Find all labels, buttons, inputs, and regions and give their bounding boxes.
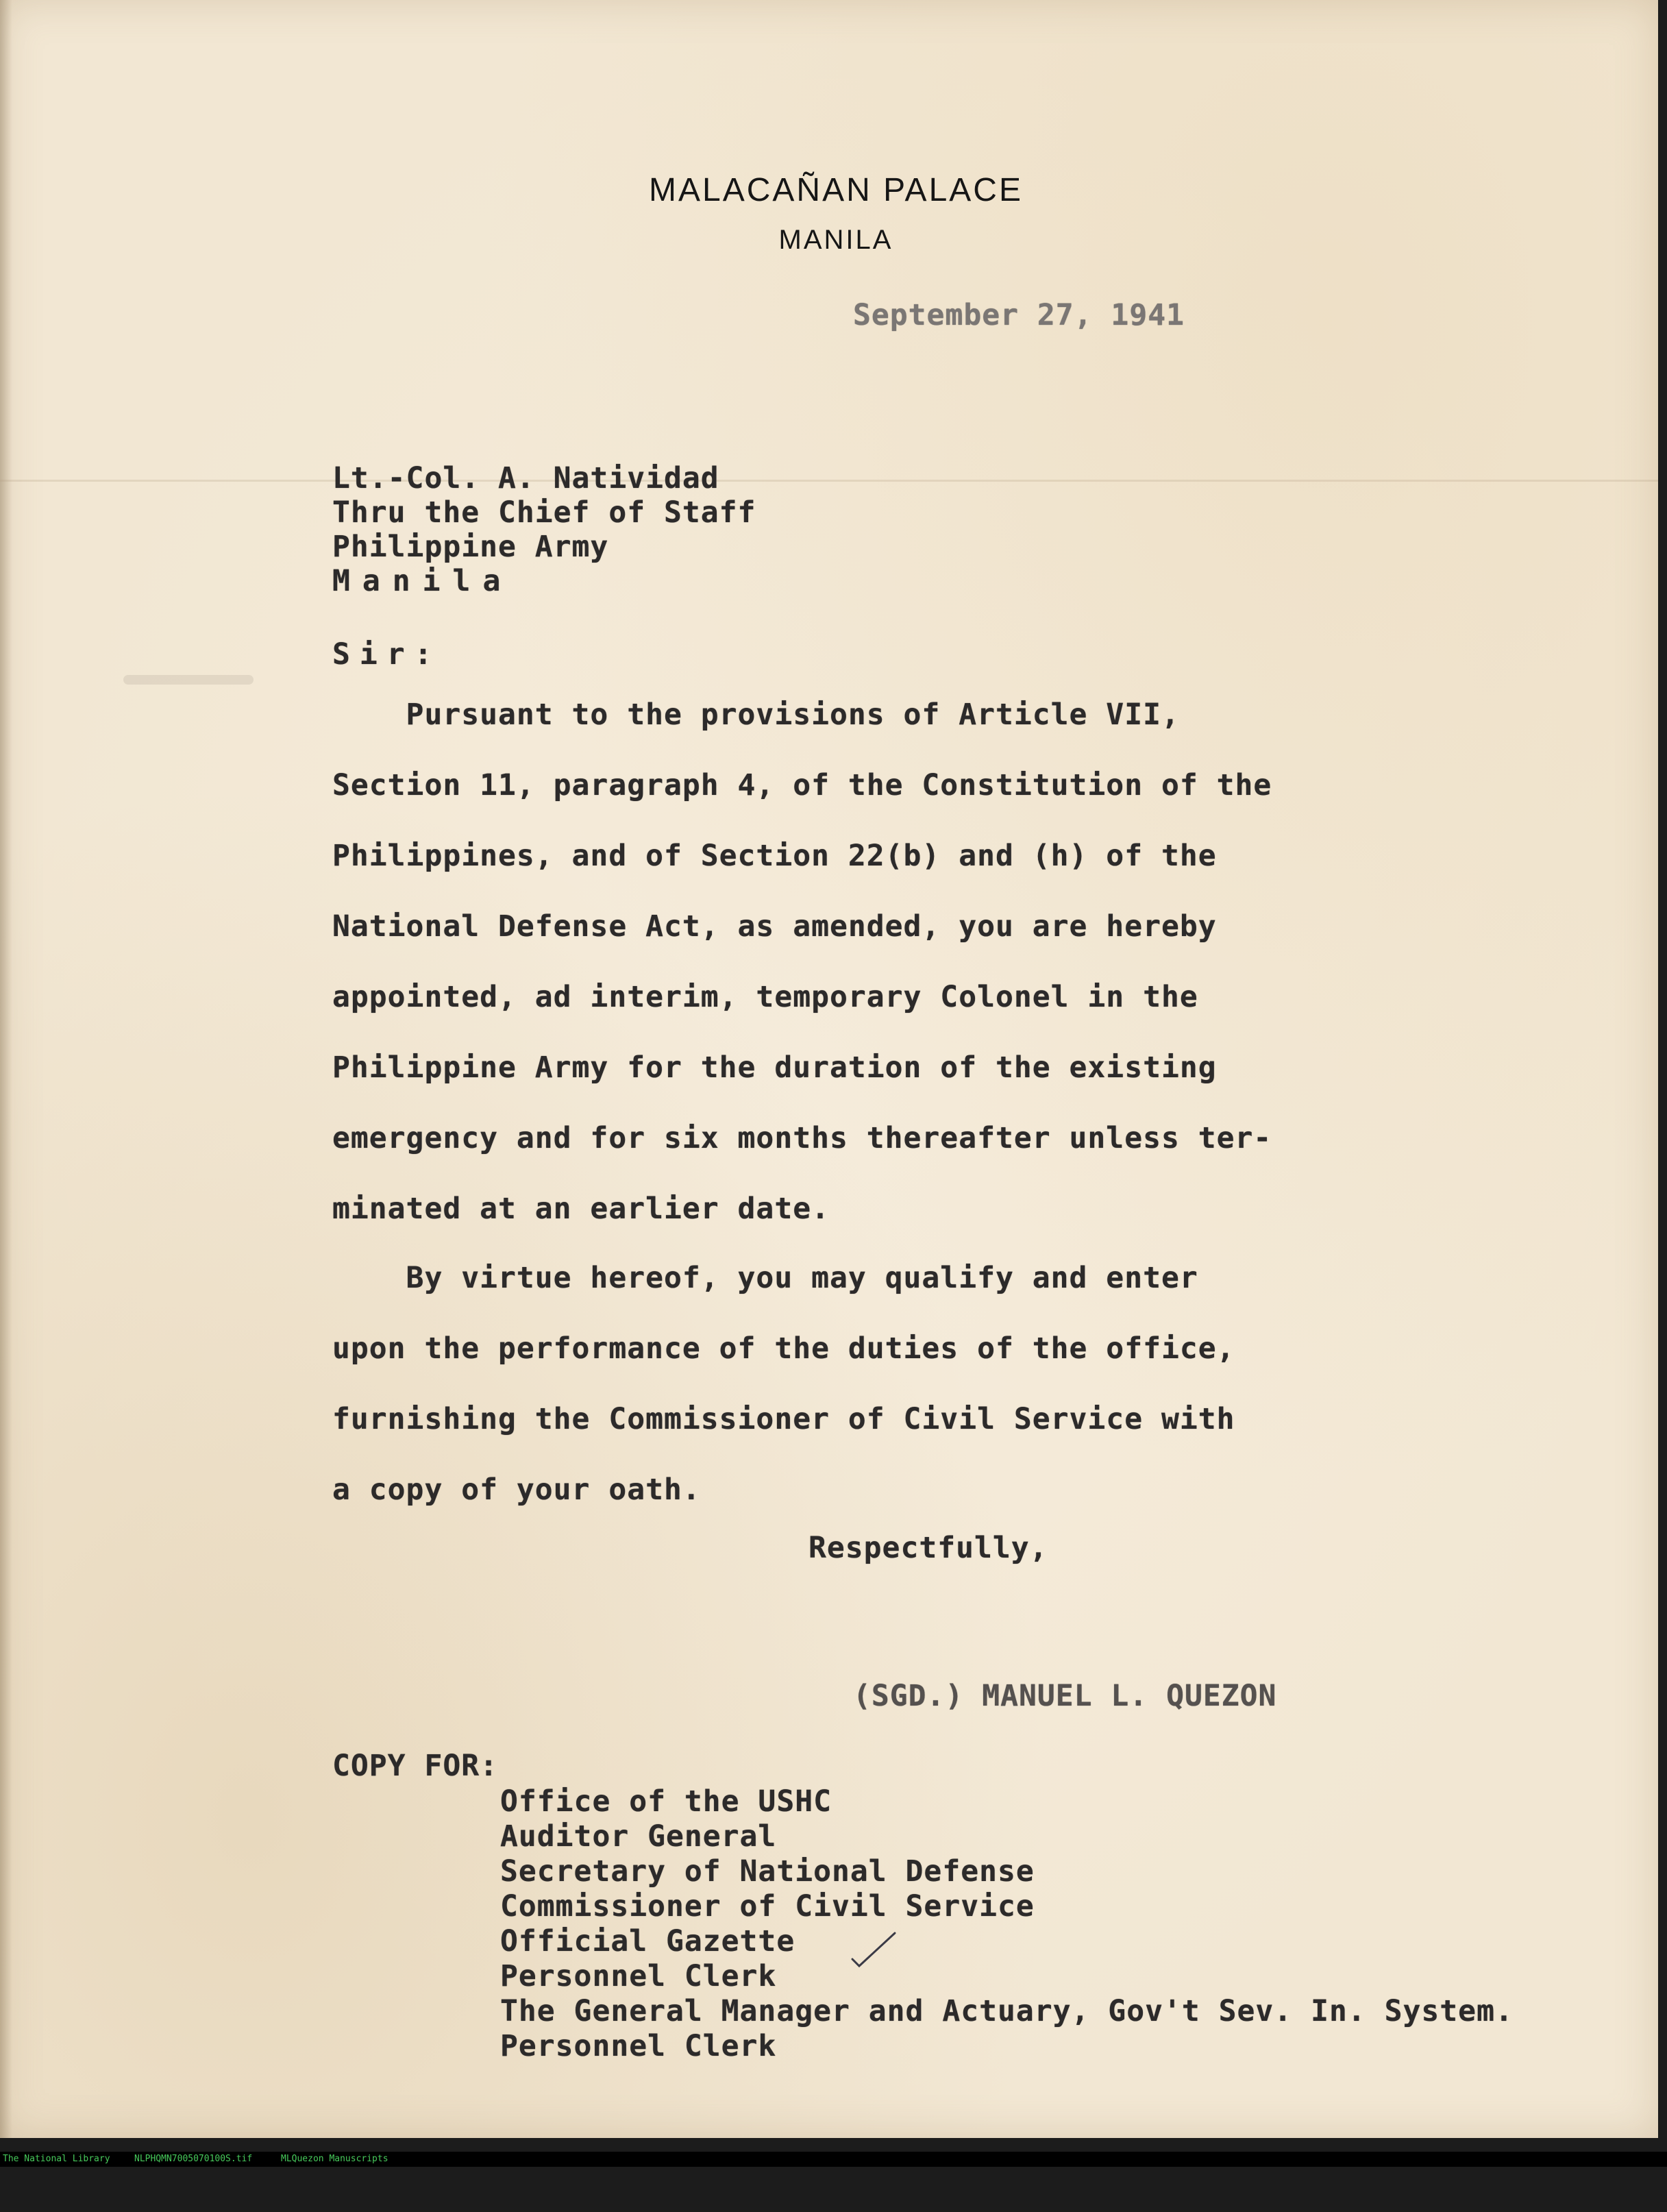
paragraph-appointment <box>332 698 1566 1226</box>
letter-date: September 27, 1941 <box>853 298 1185 332</box>
paragraph-line: upon the performance of the duties of the office, <box>332 1331 1235 1366</box>
address-line: Thru the Chief of Staff <box>332 495 756 530</box>
copy-recipient: Auditor General <box>500 1819 777 1854</box>
salutation: Sir: <box>332 637 442 672</box>
paragraph-line: furnishing the Commissioner of Civil Service with <box>332 1402 1235 1436</box>
letterhead-city: MANILA <box>778 225 893 255</box>
paragraph-line: Philippine Army for the duration of the existing <box>332 1050 1217 1085</box>
letterhead-title: MALACAÑAN PALACE <box>649 172 1023 208</box>
checkmark-icon <box>850 1929 898 1970</box>
address-line: Manila <box>332 564 513 598</box>
footer-collection: MLQuezon Manuscripts <box>281 2154 388 2164</box>
copy-for-list <box>500 1784 1514 2127</box>
paragraph-line: Section 11, paragraph 4, of the Constitution of the <box>332 768 1272 802</box>
paper-edge-shadow <box>0 0 12 2138</box>
paragraph-line: appointed, ad interim, temporary Colonel in the <box>332 980 1198 1014</box>
closing: Respectfully, <box>808 1531 1048 1565</box>
paper-fold-line <box>0 480 1658 482</box>
copy-recipient: Personnel Clerk <box>500 2029 777 2063</box>
copy-recipient: Secretary of National Defense <box>500 1854 1035 1889</box>
footer-filename: NLPHQMN7005070100S.tif <box>134 2154 253 2164</box>
copy-for-heading: COPY FOR: <box>332 1749 498 1783</box>
ink-smudge <box>123 675 254 685</box>
paragraph-qualify <box>332 1261 1566 1507</box>
scan-footer <box>0 2152 1667 2167</box>
copy-recipient: Commissioner of Civil Service <box>500 1889 1035 1924</box>
paragraph-line: emergency and for six months thereafter unless ter- <box>332 1121 1272 1155</box>
paragraph-line: Philippines, and of Section 22(b) and (h) of the <box>332 839 1217 873</box>
copy-recipient: Office of the USHC <box>500 1784 832 1819</box>
copy-recipient: Official Gazette <box>500 1924 795 1958</box>
paragraph-line: Pursuant to the provisions of Article VII, <box>332 698 1180 732</box>
copy-recipient: The General Manager and Actuary, Gov't Sev. In. System. <box>500 1994 1514 2028</box>
address-line: Philippine Army <box>332 530 609 564</box>
paragraph-line: minated at an earlier date. <box>332 1192 830 1226</box>
paragraph-line: National Defense Act, as amended, you are hereby <box>332 909 1217 944</box>
copy-recipient: Personnel Clerk <box>500 1959 777 1993</box>
signature-line: (SGD.) MANUEL L. QUEZON <box>853 1679 1277 1713</box>
footer-library: The National Library <box>3 2154 110 2164</box>
address-line: Lt.-Col. A. Natividad <box>332 461 719 495</box>
paragraph-line: By virtue hereof, you may qualify and enter <box>332 1261 1198 1295</box>
paragraph-line: a copy of your oath. <box>332 1473 701 1507</box>
